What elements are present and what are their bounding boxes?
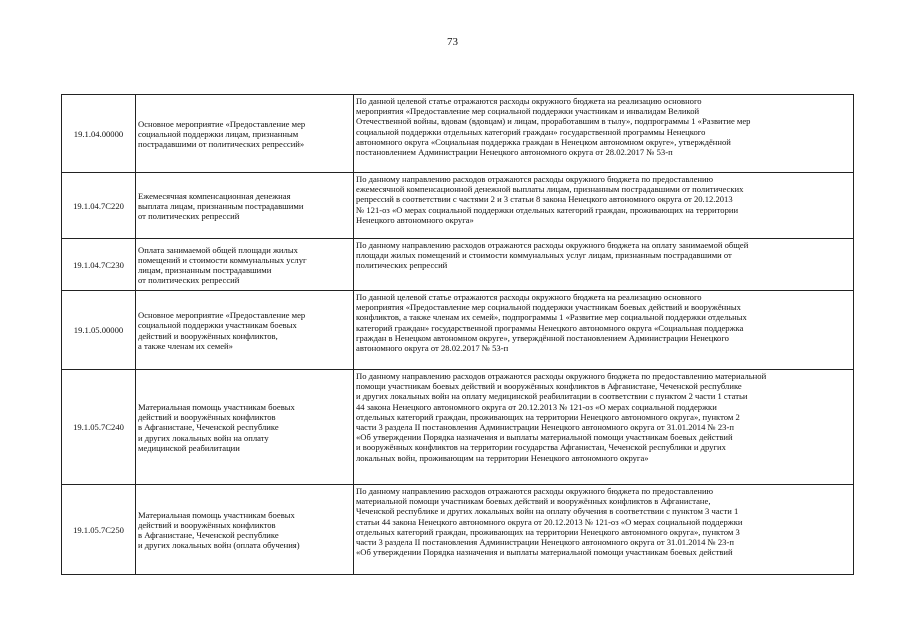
expense-description: По данной целевой статье отражаются расходы окружного бюджета на реализацию основного мероприятия «Предоставление мер социальной поддержки участникам боевых действий и вооружённых конфликтов, а также членам их семей», подпрограммы 1 «Развитие мер социальной поддержки отдельных категорий граждан» государственной программы Ненецкого автономного округа «Социальная поддержка граждан в Ненецком автономном округе», утверждённой постановлением Администрации Ненецкого автономного округа от 28.02.2017 № 53-п (354, 291, 854, 370)
expense-description: По данной целевой статье отражаются расходы окружного бюджета на реализацию основного мероприятия «Предоставление мер социальной поддержки участникам и инвалидам Великой Отечественной войны, вдовам (вдовцам) и лицам, проработавшим в тылу», подпрограммы 1 «Развитие мер социальной поддержки отдельных категорий граждан» государственной программы Ненецкого автономного округа «Социальная поддержка граждан в Ненецком автономном округе», утверждённой постановлением Администрации Ненецкого автономного округа от 28.02.2017 № 53-п (354, 95, 854, 173)
expense-description: По данному направлению расходов отражаются расходы окружного бюджета по предоставлению материальной помощи участникам боевых действий и вооружённых конфликтов в Афганистане, Чеченской республике и других локальных войн на оплату медицинской реабилитации в соответствии с пунктом 2 части 1 статьи 44 закона Ненецкого автономного округа от 20.12.2013 № 121-оз «О мерах социальной поддержки отдельных категорий граждан, проживающих на территории Ненецкого автономного округа», пунктом 2 части 3 раздела II постановления Администрации Ненецкого автономного округа от 31.01.2014 № 23-п «Об утверждении Порядка назначения и выплаты материальной помощи участникам боевых действий и вооружённых конфликтов на территории государства Афганистан, Чеченской республики и других локальных войн, проживающим на территории Ненецкого автономного округа» (354, 370, 854, 485)
expense-description: По данному направлению расходов отражаются расходы окружного бюджета на оплату занимаемой общей площади жилых помещений и стоимости коммунальных услуг лицам, признанным пострадавшими от политических репрессий (354, 239, 854, 291)
table-row (62, 95, 854, 173)
target-code: 19.1.04.7С230 (62, 239, 136, 291)
expense-name: Основное мероприятие «Предоставление мер социальной поддержки участникам боевых действий и вооружённых конфликтов, а также членам их семей» (136, 291, 354, 370)
table-row (62, 173, 854, 239)
target-code: 19.1.05.7С240 (62, 370, 136, 485)
expense-name: Основное мероприятие «Предоставление мер социальной поддержки лицам, признанным пострадавшими от политических репрессий» (136, 95, 354, 173)
expense-description: По данному направлению расходов отражаются расходы окружного бюджета по предоставлению ежемесячной компенсационной денежной выплаты лицам, признанным пострадавшими от политических репрессий в соответствии с частями 2 и 3 статьи 8 закона Ненецкого автономного округа от 20.12.2013 № 121-оз «О мерах социальной поддержки отдельных категорий граждан, проживающих на территории Ненецкого автономного округа» (354, 173, 854, 239)
expense-name: Материальная помощь участникам боевых действий и вооружённых конфликтов в Афганистане, Чеченской республике и других локальных войн (оплата обучения) (136, 485, 354, 575)
target-code: 19.1.04.00000 (62, 95, 136, 173)
expense-description: По данному направлению расходов отражаются расходы окружного бюджета по предоставлению материальной помощи участникам боевых действий и вооружённых конфликтов в Афганистане, Чеченской республике и других локальных войн на оплату обучения в соответствии с пунктом 3 части 1 статьи 44 закона Ненецкого автономного округа от 20.12.2013 № 121-оз «О мерах социальной поддержки отдельных категорий граждан, проживающих на территории Ненецкого автономного округа», пунктом 3 части 3 раздела II постановления Администрации Ненецкого автономного округа от 31.01.2014 № 23-п «Об утверждении Порядка назначения и выплаты материальной помощи участникам боевых действий (354, 485, 854, 575)
expense-name: Оплата занимаемой общей площади жилых помещений и стоимости коммунальных услуг лицам, признанным пострадавшими от политических репрессий (136, 239, 354, 291)
target-code: 19.1.05.7С250 (62, 485, 136, 575)
page-number: 73 (447, 36, 458, 48)
budget-classification-table (61, 94, 854, 575)
table-row (62, 239, 854, 291)
table-row (62, 291, 854, 370)
table-row (62, 485, 854, 575)
target-code: 19.1.05.00000 (62, 291, 136, 370)
expense-name: Материальная помощь участникам боевых действий и вооружённых конфликтов в Афганистане, Чеченской республике и других локальных войн на оплату медицинской реабилитации (136, 370, 354, 485)
table-row (62, 370, 854, 485)
target-code: 19.1.04.7С220 (62, 173, 136, 239)
expense-name: Ежемесячная компенсационная денежная выплата лицам, признанным пострадавшими от политических репрессий (136, 173, 354, 239)
